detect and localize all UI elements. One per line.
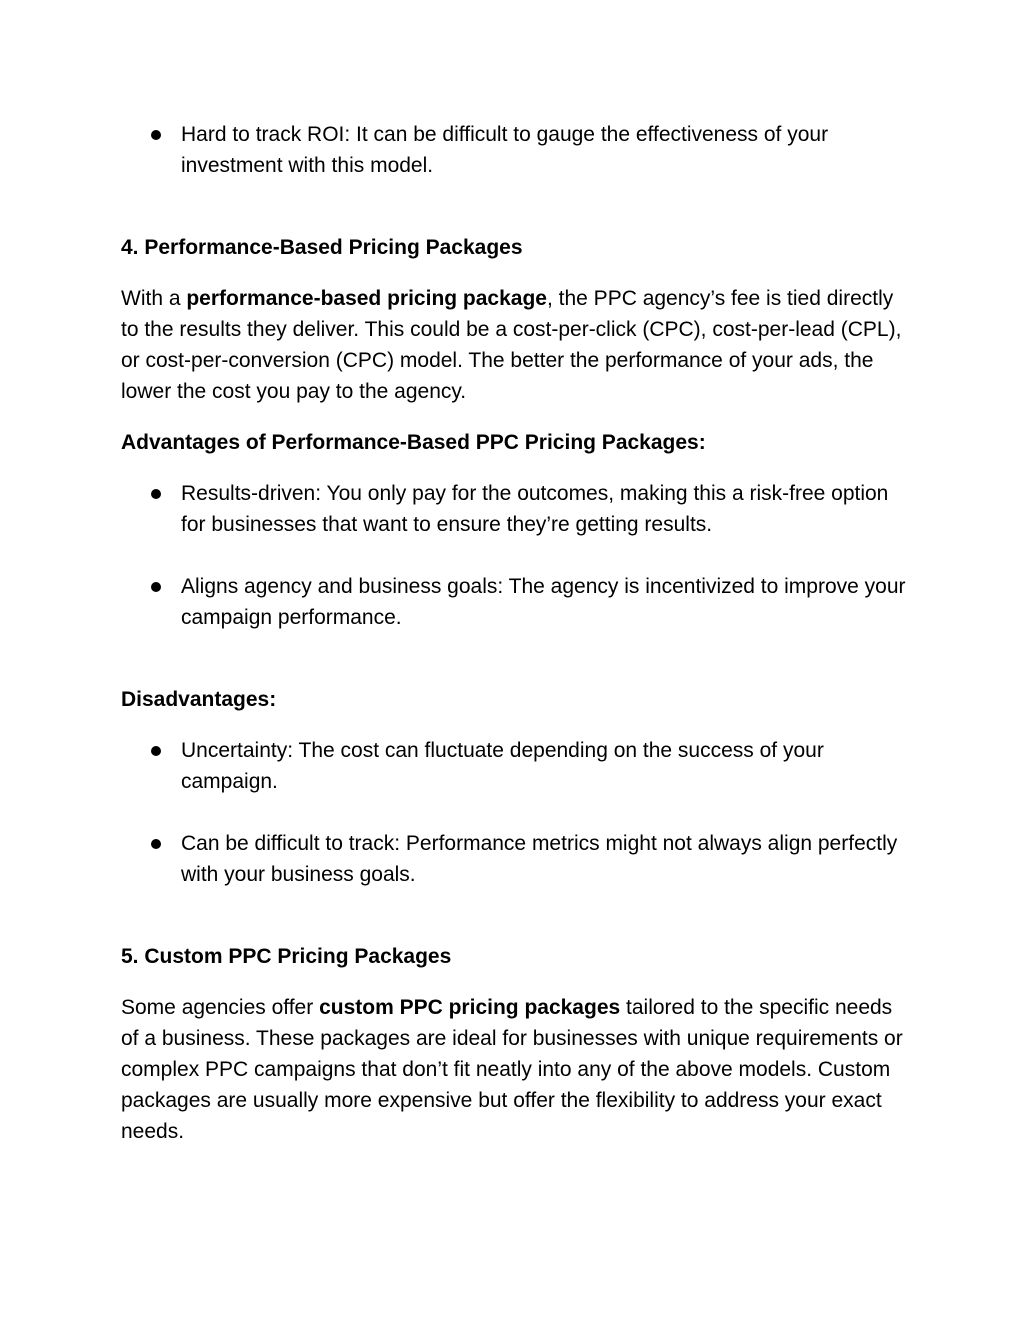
advantages-list: [121, 478, 911, 633]
list-item-text: Results-driven: You only pay for the outcomes, making this a risk-free option for businesses that want to ensure they’re getting results.: [181, 482, 889, 536]
list-item-text: Aligns agency and business goals: The agency is incentivized to improve your campaign performance.: [181, 575, 906, 629]
section-5-heading-block: [121, 941, 911, 972]
section-4-title: 4. Performance-Based Pricing Packages: [121, 236, 523, 259]
list-item: [121, 735, 911, 797]
list-item: [121, 828, 911, 890]
intro-list-block: [121, 119, 911, 181]
section-4-paragraph: [121, 283, 911, 407]
section-5-para-suffix: tailored to the specific needs of a business. These packages are ideal for businesses with unique requirements or complex PPC campaigns that don’t fit neatly into any of the above models. Custom packages are usually more expensive but offer the flexibility to address your exact needs.: [121, 996, 903, 1143]
advantages-list-block: [121, 478, 911, 633]
section-5-paragraph: [121, 992, 911, 1147]
bullet-icon: [151, 130, 161, 140]
list-item-text: Hard to track ROI: It can be difficult to gauge the effectiveness of your investment with this model.: [181, 123, 829, 177]
list-item: [121, 119, 911, 181]
intro-list: [121, 119, 911, 181]
section-5-para-bold: custom PPC pricing packages: [319, 996, 621, 1019]
section-4-para-suffix: , the PPC agency’s fee is tied directly to the results they deliver. This could be a cost-per-click (CPC), cost-per-lead (CPL), or cost-per-conversion (CPC) model. The better the performance of your ads, the lower the cost you pay to the agency.: [121, 287, 902, 403]
section-4-heading-block: [121, 232, 911, 263]
advantages-heading: Advantages of Performance-Based PPC Pricing Packages:: [121, 431, 706, 454]
bullet-icon: [151, 839, 161, 849]
disadvantages-list: [121, 735, 911, 890]
list-item-text: Can be difficult to track: Performance metrics might not always align perfectly with your business goals.: [181, 832, 898, 886]
bullet-icon: [151, 489, 161, 499]
disadvantages-heading: Disadvantages:: [121, 688, 277, 711]
section-4-para-prefix: With a: [121, 287, 187, 310]
disadvantages-heading-block: [121, 684, 911, 715]
advantages-heading-block: [121, 427, 911, 458]
bullet-icon: [151, 746, 161, 756]
section-4-paragraph-block: [121, 283, 911, 407]
disadvantages-list-block: [121, 735, 911, 890]
list-item: [121, 571, 911, 633]
section-5-para-prefix: Some agencies offer: [121, 996, 320, 1019]
section-4-para-bold: performance-based pricing package: [186, 287, 547, 310]
section-5-title: 5. Custom PPC Pricing Packages: [121, 945, 452, 968]
section-5-paragraph-block: [121, 992, 911, 1147]
list-item-text: Uncertainty: The cost can fluctuate depending on the success of your campaign.: [181, 739, 824, 793]
list-item: [121, 478, 911, 540]
bullet-icon: [151, 582, 161, 592]
